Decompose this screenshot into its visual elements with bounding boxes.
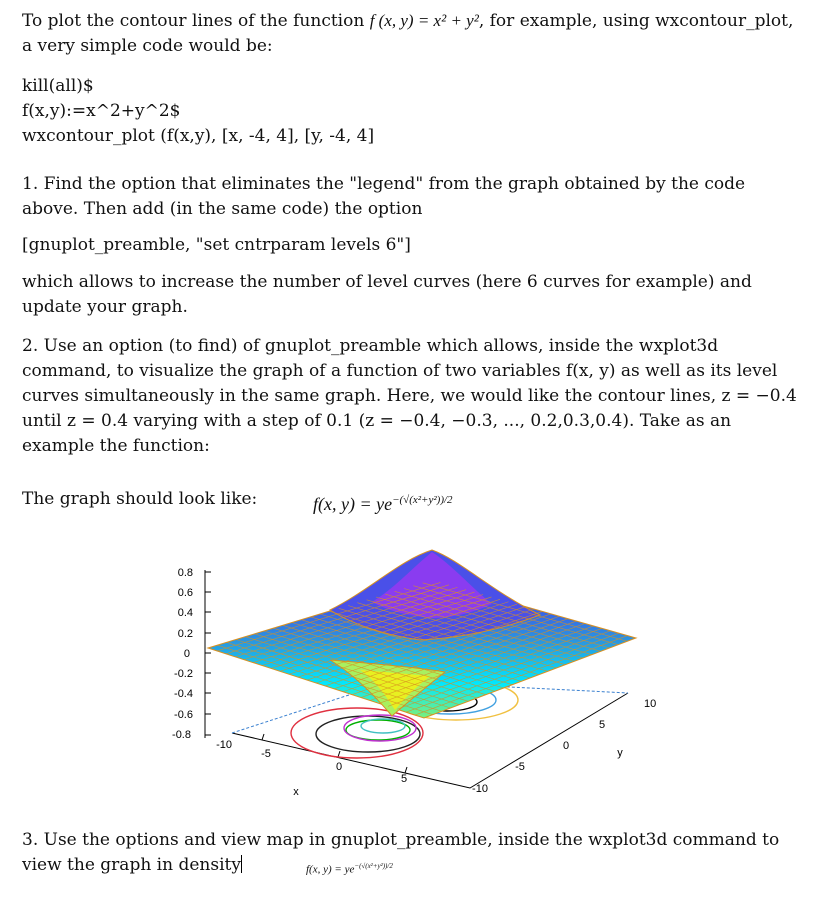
z-tick-label: 0.2 <box>177 628 193 640</box>
graph-intro: The graph should look like: <box>22 489 258 509</box>
task3-formula <box>306 862 393 876</box>
x-tick-label: 5 <box>400 773 408 785</box>
code-line-3: wxcontour_plot (f(x,y), [x, -4, 4], [y, -4, 4] <box>22 126 375 146</box>
task3-formula-exp: −(√(x²+y²))/2 <box>354 862 393 870</box>
task1-text2: which allows to increase the number of level curves (here 6 curves for example) and update your graph. <box>22 272 752 317</box>
y-tick-label: 0 <box>562 740 570 752</box>
y-tick-label: -5 <box>515 761 525 773</box>
z-tick-label: -0.8 <box>172 729 191 741</box>
y-axis-label: y <box>617 747 623 759</box>
y-tick-label: -10 <box>472 783 488 795</box>
plot-formula-base: f(x, y) = ye <box>313 494 393 514</box>
x-tick-label: 0 <box>335 761 343 773</box>
z-tick-label: 0.4 <box>177 607 193 619</box>
z-tick-label: 0.6 <box>177 587 193 599</box>
z-ticks <box>205 572 211 735</box>
y-tick-label: 5 <box>598 719 606 731</box>
intro-function: f (x, y) = x² + y² <box>369 11 479 30</box>
z-tick-label: -0.2 <box>174 668 193 680</box>
task2-text: 2. Use an option (to find) of gnuplot_preamble which allows, inside the wxplot3d command, to visualize the graph of a function of two variables f(x, y) as well as its level curves simultaneously in the same graph. Here, we would like the contour lines, z = −0.4 until z = 0.4 varying with a step of 0.1 (z = −0.4, −0.3, ..., 0.2,0.3,0.4). Take as an example the function: <box>22 336 797 456</box>
code-line-1: kill(all)$ <box>22 76 94 96</box>
task1-text: 1. Find the option that eliminates the "legend" from the graph obtained by the code above. Then add (in the same code) the option <box>22 174 746 219</box>
task3-text-span: 3. Use the options and view map in gnuplot_preamble, inside the wxplot3d command to view the graph in density <box>22 830 780 875</box>
z-tick-label: 0.8 <box>177 567 193 579</box>
intro-text-before: To plot the contour lines of the function <box>22 11 370 31</box>
plot-formula-exp: −(√(x²+y²))/2 <box>392 494 453 506</box>
task3-formula-base: f(x, y) = ye <box>306 863 355 876</box>
z-tick-label: 0 <box>183 648 190 660</box>
task3-text <box>22 828 802 878</box>
x-axis-label: x <box>293 786 299 798</box>
z-tick-label: -0.6 <box>174 709 193 721</box>
code-line-2: f(x,y):=x^2+y^2$ <box>22 101 181 121</box>
y-tick-label: 10 <box>644 698 657 710</box>
x-tick-label: -10 <box>216 739 232 751</box>
text-cursor <box>241 855 242 873</box>
task1-option: [gnuplot_preamble, "set cntrparam levels 6"] <box>22 235 411 255</box>
intro-text-after: , for example, using wxcontour_plot, a very simple code would be: <box>22 11 794 56</box>
x-tick-label: -5 <box>261 748 271 760</box>
z-tick-label: -0.4 <box>174 688 193 700</box>
